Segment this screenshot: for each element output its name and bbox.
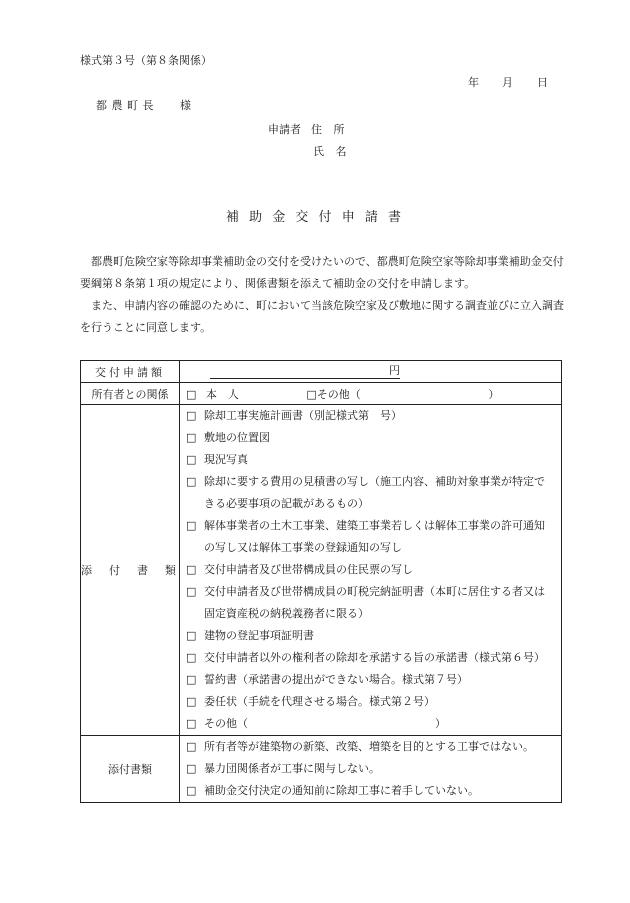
- relation-self-checkbox[interactable]: □: [186, 387, 197, 401]
- amount-label: 交付申請額: [81, 361, 180, 383]
- amount-cell: [180, 361, 562, 383]
- form-number: 様式第３号（第８条関係）: [80, 54, 212, 67]
- attachment-checkbox[interactable]: □: [186, 409, 197, 422]
- list-item: □ 除却に要する費用の見積書の写し（施工内容、補助対象事業が特定できる必要事項の記載があるもの）: [186, 471, 555, 515]
- relation-row: [81, 383, 562, 405]
- list-item: □ 暴力団関係者が工事に関与しない。: [186, 758, 555, 780]
- list-item: □ 所有者等が建築物の新築、改築、増築を目的とする工事ではない。: [186, 736, 555, 758]
- confirmation-checkbox[interactable]: □: [186, 784, 197, 797]
- body-paragraph-2: また、申請内容の確認のために、町において当該危険空家及び敷地に関する調査並びに立入調査を行うことに同意します。: [80, 299, 564, 334]
- relation-other: その他（: [316, 387, 361, 401]
- list-item: □ 現況写真: [186, 449, 555, 471]
- applicant-label: 申請者: [268, 123, 301, 136]
- attachment-checkbox[interactable]: □: [186, 475, 197, 488]
- amount-field[interactable]: [210, 364, 400, 379]
- date-month: 月: [502, 76, 513, 89]
- relation-other-checkbox[interactable]: □: [306, 387, 317, 401]
- attachment-checkbox[interactable]: □: [186, 629, 197, 642]
- address-label: 住 所: [311, 123, 349, 136]
- list-item: □ 委任状（手続を代理させる場合。様式第２号）: [186, 691, 555, 713]
- attachment-checkbox[interactable]: □: [186, 519, 197, 532]
- attachment-checkbox[interactable]: □: [186, 673, 197, 686]
- addressee: [96, 97, 192, 113]
- list-item: □ 解体事業者の土木工事業、建築工事業若しくは解体工事業の許可通知の写し又は解体工事業の登録通知の写し: [186, 515, 555, 559]
- attachment-checkbox[interactable]: □: [186, 585, 197, 598]
- attachments-row: [81, 405, 562, 736]
- attachment-checkbox[interactable]: □: [186, 431, 197, 444]
- list-item: □ 交付申請者以外の権利者の除却を承諾する旨の承諾書（様式第６号）: [186, 647, 555, 669]
- date-day: 日: [537, 76, 548, 89]
- relation-self: 本 人: [205, 387, 239, 401]
- applicant-address: [268, 121, 349, 137]
- attachment-checkbox[interactable]: □: [186, 717, 197, 730]
- confirmations-row: [81, 736, 562, 803]
- attachments-label: 添 付 書 類: [81, 405, 180, 736]
- document-title: 補 助 金 交 付 申 請 書: [226, 210, 404, 225]
- body-text: [80, 251, 565, 339]
- relation-other-close: ）: [488, 387, 500, 401]
- attachment-checkbox[interactable]: □: [186, 651, 197, 664]
- relation-label: 所有者との関係: [81, 383, 180, 405]
- amount-unit: 円: [389, 364, 400, 377]
- amount-row: [81, 361, 562, 383]
- list-item: □ その他（ ）: [186, 713, 555, 735]
- list-item: □ 敷地の位置図: [186, 427, 555, 449]
- attachment-checkbox[interactable]: □: [186, 453, 197, 466]
- application-table: [80, 360, 562, 803]
- applicant-name: 氏 名: [313, 145, 351, 158]
- attachment-checkbox[interactable]: □: [186, 563, 197, 576]
- list-item: □ 交付申請者及び世帯構成員の住民票の写し: [186, 559, 555, 581]
- list-item: □ 補助金交付決定の通知前に除却工事に着手していない。: [186, 780, 555, 802]
- attachments-list: [180, 405, 562, 736]
- confirmations-list: [180, 736, 562, 803]
- body-paragraph-1: 都農町危険空家等除却事業補助金の交付を受けたいので、都農町危険空家等除却事業補助金交付要綱第８条第１項の規定により、関係書類を添えて補助金の交付を申請します。: [80, 255, 564, 290]
- relation-cell: [180, 383, 562, 405]
- list-item: □ 除却工事実施計画書（別記様式第 号）: [186, 405, 555, 427]
- list-item: □ 交付申請者及び世帯構成員の町税完納証明書（本町に居住する者又は固定資産税の納税義務者に限る）: [186, 581, 555, 625]
- addressee-suffix: 様: [180, 99, 192, 112]
- attachment-checkbox[interactable]: □: [186, 695, 197, 708]
- confirmation-checkbox[interactable]: □: [186, 740, 197, 753]
- date-year: 年: [468, 76, 479, 89]
- list-item: □ 建物の登記事項証明書: [186, 625, 555, 647]
- confirmation-checkbox[interactable]: □: [186, 762, 197, 775]
- confirmations-label: 添付書類: [81, 736, 180, 803]
- list-item: □ 誓約書（承諾書の提出ができない場合。様式第７号）: [186, 669, 555, 691]
- addressee-name: 都 農 町 長: [96, 99, 154, 112]
